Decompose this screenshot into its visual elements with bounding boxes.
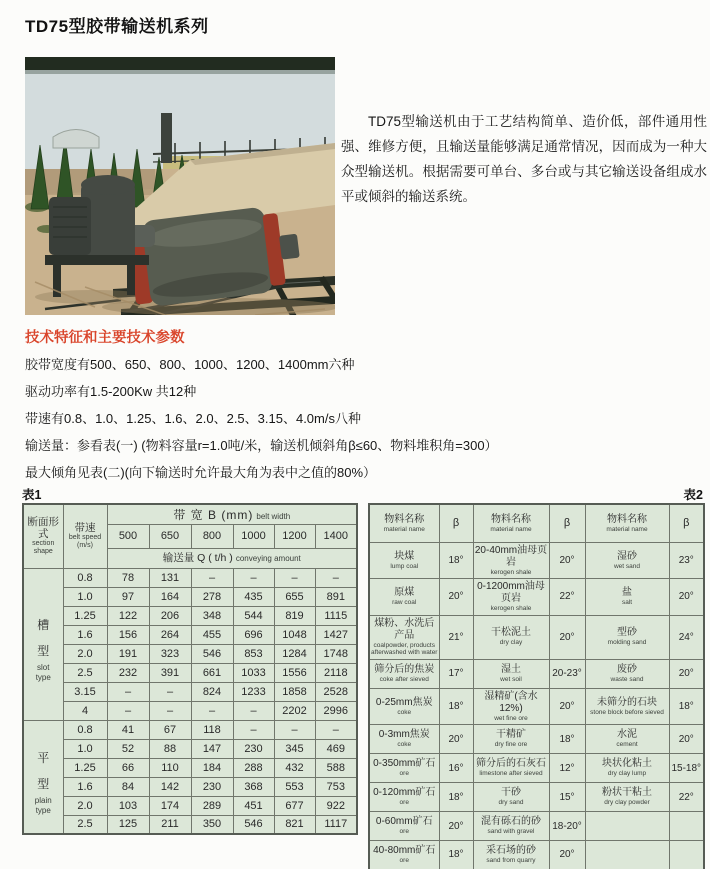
material-name-en: wet sand xyxy=(613,562,641,570)
beta-cell: 20° xyxy=(549,841,585,869)
capacity-cell: 891 xyxy=(315,587,357,606)
material-cell xyxy=(585,542,669,579)
capacity-cell: 206 xyxy=(149,606,191,625)
beta-cell: 15° xyxy=(549,783,585,812)
material-name-cn: 采石场的砂 xyxy=(486,845,536,856)
belt-speed-cell: 1.0 xyxy=(63,587,107,606)
material-name-en: kerogen shale xyxy=(490,568,532,576)
material-name-en: coalpowder, products afterwashed with water xyxy=(371,641,438,656)
capacity-cell: 174 xyxy=(149,796,191,815)
capacity-cell: 345 xyxy=(274,739,315,758)
table1-row xyxy=(23,777,357,796)
table1-row xyxy=(23,720,357,739)
capacity-cell: 1115 xyxy=(315,606,357,625)
conveying-amount-table xyxy=(22,503,358,835)
beta-cell: 20° xyxy=(439,579,473,616)
capacity-cell: 1033 xyxy=(233,663,274,682)
beta-header: β xyxy=(549,504,585,542)
belt-speed-cell: 4 xyxy=(63,701,107,720)
beta-cell: 20° xyxy=(439,725,473,754)
table2-row xyxy=(369,615,704,659)
material-name-cn: 0-25mm焦炭 xyxy=(375,696,433,708)
capacity-cell: 2202 xyxy=(274,701,315,720)
material-name-cn: 块状化粘土 xyxy=(602,758,652,770)
material-name-cn: 盐 xyxy=(622,587,632,598)
material-cell xyxy=(369,841,439,869)
capacity-cell: 52 xyxy=(107,739,149,758)
material-cell xyxy=(473,659,549,688)
belt-speed-header: 带速 belt speed (m/s) xyxy=(63,504,107,568)
capacity-cell: 230 xyxy=(233,739,274,758)
section-type-char: 型 xyxy=(37,776,50,791)
capacity-cell: 350 xyxy=(191,815,233,834)
beta-cell: 20° xyxy=(439,812,473,841)
spec-line: 胶带宽度有500、650、800、1000、1200、1400mm六种 xyxy=(25,357,355,372)
capacity-cell: 661 xyxy=(191,663,233,682)
capacity-cell: – xyxy=(149,701,191,720)
capacity-cell: 753 xyxy=(315,777,357,796)
beta-cell: 15-18° xyxy=(669,754,704,783)
beta-cell: 20° xyxy=(669,659,704,688)
capacity-cell: 97 xyxy=(107,587,149,606)
spec-line: 最大倾角见表(二)(向下输送时允许最大角为表中之值的80%） xyxy=(25,465,377,480)
material-name-header: 物料名称 material name xyxy=(473,504,549,542)
material-name-cn: 煤粉、水洗后产品 xyxy=(374,617,435,641)
belt-speed-cell: 2.0 xyxy=(63,644,107,663)
capacity-cell: 824 xyxy=(191,682,233,701)
material-name-en: molding sand xyxy=(607,639,647,647)
capacity-cell: 451 xyxy=(233,796,274,815)
material-cell xyxy=(585,812,669,841)
material-name-en: kerogen shale xyxy=(490,605,532,612)
width-650: 650 xyxy=(149,524,191,548)
capacity-cell: 142 xyxy=(149,777,191,796)
capacity-cell: 2996 xyxy=(315,701,357,720)
material-cell xyxy=(369,783,439,812)
table1-row xyxy=(23,796,357,815)
capacity-cell: 122 xyxy=(107,606,149,625)
capacity-cell: – xyxy=(315,568,357,587)
beta-cell: 18-20° xyxy=(549,812,585,841)
section-type-char: 型 xyxy=(37,644,50,658)
capacity-cell: 1556 xyxy=(274,663,315,682)
belt-speed-cell: 1.25 xyxy=(63,606,107,625)
material-name-en: dry fine ore xyxy=(494,741,528,749)
material-name-cn: 废砂 xyxy=(617,663,637,675)
material-name-header: 物料名称 material name xyxy=(585,504,669,542)
section-type-char: 平 xyxy=(37,750,50,765)
material-angle-table xyxy=(368,503,705,869)
capacity-cell: 131 xyxy=(149,568,191,587)
capacity-cell: – xyxy=(274,720,315,739)
material-name-cn: 湿土 xyxy=(501,663,521,675)
material-cell xyxy=(473,688,549,725)
material-name-en: sand with gravel xyxy=(487,828,535,836)
material-name-cn: 未筛分的石块 xyxy=(597,696,657,708)
conveying-amount-header: 输送量 Q ( t/h ) conveying amount xyxy=(107,548,357,568)
material-name-en: ore xyxy=(399,828,409,836)
beta-cell: 18° xyxy=(549,725,585,754)
spec-lines xyxy=(25,351,498,486)
capacity-cell: 821 xyxy=(274,815,315,834)
belt-speed-cell: 2.0 xyxy=(63,796,107,815)
material-name-cn: 型砂 xyxy=(617,627,637,639)
table2-row xyxy=(369,812,704,841)
material-name-cn: 原煤 xyxy=(394,587,415,598)
capacity-cell: 78 xyxy=(107,568,149,587)
capacity-cell: 84 xyxy=(107,777,149,796)
spec-line: 驱动功率有1.5-200Kw 共12种 xyxy=(25,384,197,399)
belt-speed-cell: 1.6 xyxy=(63,777,107,796)
capacity-cell: 1748 xyxy=(315,644,357,663)
capacity-cell: 1858 xyxy=(274,682,315,701)
capacity-cell: 368 xyxy=(233,777,274,796)
capacity-cell: 469 xyxy=(315,739,357,758)
beta-header: β xyxy=(439,504,473,542)
beta-cell: 18° xyxy=(439,688,473,725)
material-name-cn: 筛分后的焦炭 xyxy=(374,663,435,675)
capacity-cell: 1048 xyxy=(274,625,315,644)
material-name-cn: 水泥 xyxy=(617,729,637,741)
width-1000: 1000 xyxy=(233,524,274,548)
beta-cell: 18° xyxy=(669,688,704,725)
material-name-cn: 湿精矿(含水12%) xyxy=(484,690,538,714)
table1-row xyxy=(23,758,357,777)
capacity-cell: 103 xyxy=(107,796,149,815)
material-name-header: 物料名称 material name xyxy=(369,504,439,542)
material-name-cn: 混有砾石的砂 xyxy=(481,816,541,828)
capacity-cell: 125 xyxy=(107,815,149,834)
capacity-cell: 546 xyxy=(233,815,274,834)
table1-row xyxy=(23,587,357,606)
table2-row xyxy=(369,579,704,616)
beta-cell: 12° xyxy=(549,754,585,783)
width-1200: 1200 xyxy=(274,524,315,548)
capacity-cell: – xyxy=(149,682,191,701)
material-name-en: coke xyxy=(397,708,412,716)
table2-row xyxy=(369,688,704,725)
material-name-cn: 20-40mm油母页岩 xyxy=(474,544,548,568)
material-name-en: wet soil xyxy=(500,675,522,683)
material-cell xyxy=(473,579,549,616)
belt-speed-cell: 2.5 xyxy=(63,815,107,834)
belt-speed-cell: 1.6 xyxy=(63,625,107,644)
beta-cell xyxy=(669,812,704,841)
table2-row xyxy=(369,659,704,688)
material-name-en: ore xyxy=(399,857,409,864)
material-name-en: limestone after sieved xyxy=(479,770,543,778)
material-cell xyxy=(585,659,669,688)
belt-speed-cell: 1.0 xyxy=(63,739,107,758)
section-type-char: 槽 xyxy=(37,618,50,632)
material-cell xyxy=(473,812,549,841)
table1-row xyxy=(23,568,357,587)
beta-cell: 24° xyxy=(669,615,704,659)
spec-line: 输送量：参看表(一) (物料容量r=1.0吨/米，输送机倾斜角β≤60、物料堆积角=300） xyxy=(25,438,498,453)
beta-cell: 18° xyxy=(439,783,473,812)
material-name-cn: 干精矿 xyxy=(496,729,526,741)
capacity-cell: 323 xyxy=(149,644,191,663)
belt-speed-cell: 0.8 xyxy=(63,720,107,739)
capacity-cell: – xyxy=(233,568,274,587)
beta-header: β xyxy=(669,504,704,542)
material-name-cn: 湿砂 xyxy=(617,550,637,562)
material-cell xyxy=(369,812,439,841)
capacity-cell: 2118 xyxy=(315,663,357,682)
capacity-cell: 655 xyxy=(274,587,315,606)
beta-cell: 20° xyxy=(669,579,704,616)
material-name-en: cement xyxy=(616,741,638,749)
table1-row xyxy=(23,701,357,720)
conveyor-photo-illustration xyxy=(25,57,335,315)
material-cell xyxy=(585,783,669,812)
capacity-cell: 588 xyxy=(315,758,357,777)
material-cell xyxy=(369,615,439,659)
belt-speed-cell: 0.8 xyxy=(63,568,107,587)
material-name-cn: 干松泥土 xyxy=(491,627,531,639)
beta-cell: 23° xyxy=(669,542,704,579)
beta-cell: 22° xyxy=(549,579,585,616)
material-cell xyxy=(369,659,439,688)
specs-heading: 技术特征和主要技术参数 xyxy=(25,330,185,346)
capacity-cell: 435 xyxy=(233,587,274,606)
table1-row xyxy=(23,815,357,834)
capacity-cell: 391 xyxy=(149,663,191,682)
capacity-cell: 184 xyxy=(191,758,233,777)
capacity-cell: 67 xyxy=(149,720,191,739)
beta-cell: 16° xyxy=(439,754,473,783)
beta-cell: 17° xyxy=(439,659,473,688)
capacity-cell: 230 xyxy=(191,777,233,796)
capacity-cell: 696 xyxy=(233,625,274,644)
section-type-en: slot xyxy=(37,663,50,672)
beta-cell: 22° xyxy=(669,783,704,812)
capacity-cell: 553 xyxy=(274,777,315,796)
material-cell xyxy=(585,725,669,754)
capacity-cell: 1427 xyxy=(315,625,357,644)
section-type-en: type xyxy=(35,805,51,815)
spec-line: 带速有0.8、1.0、1.25、1.6、2.0、2.5、3.15、4.0m/s八种 xyxy=(25,411,361,426)
material-name-cn: 0-1200mm油母页岩 xyxy=(477,581,545,604)
capacity-cell: – xyxy=(233,720,274,739)
capacity-cell: 88 xyxy=(149,739,191,758)
width-500: 500 xyxy=(107,524,149,548)
material-name-cn: 0-120mm矿石 xyxy=(373,787,436,799)
material-name-en: coke xyxy=(397,741,412,749)
capacity-cell: 264 xyxy=(149,625,191,644)
beta-cell xyxy=(669,841,704,869)
material-name-en: ore xyxy=(399,770,409,778)
material-cell xyxy=(369,542,439,579)
material-cell xyxy=(473,725,549,754)
table2-row xyxy=(369,754,704,783)
capacity-cell: 2528 xyxy=(315,682,357,701)
capacity-cell: 922 xyxy=(315,796,357,815)
material-name-en: ore xyxy=(399,799,409,807)
beta-cell: 20° xyxy=(549,542,585,579)
capacity-cell: 455 xyxy=(191,625,233,644)
capacity-cell: – xyxy=(191,568,233,587)
material-cell xyxy=(473,542,549,579)
width-800: 800 xyxy=(191,524,233,548)
capacity-cell: 544 xyxy=(233,606,274,625)
material-cell xyxy=(585,688,669,725)
capacity-cell: – xyxy=(233,701,274,720)
capacity-cell: 546 xyxy=(191,644,233,663)
capacity-cell: – xyxy=(191,701,233,720)
capacity-cell: – xyxy=(107,682,149,701)
material-name-cn: 筛分后的石灰石 xyxy=(476,758,546,770)
material-cell xyxy=(585,579,669,616)
material-name-en: dry sand xyxy=(498,799,524,807)
section-type-en: plain xyxy=(34,795,52,805)
beta-cell: 20° xyxy=(549,688,585,725)
capacity-cell: 853 xyxy=(233,644,274,663)
table2-row xyxy=(369,725,704,754)
capacity-cell: 191 xyxy=(107,644,149,663)
capacity-cell: – xyxy=(107,701,149,720)
capacity-cell: 348 xyxy=(191,606,233,625)
material-cell xyxy=(473,841,549,869)
material-name-cn: 0-350mm矿石 xyxy=(373,758,436,770)
beta-cell: 18° xyxy=(439,841,473,869)
table2-row xyxy=(369,783,704,812)
capacity-cell: 118 xyxy=(191,720,233,739)
table2-row xyxy=(369,542,704,579)
beta-cell: 18° xyxy=(439,542,473,579)
material-name-en: sand from quarry xyxy=(486,857,536,864)
material-cell xyxy=(473,754,549,783)
material-name-en: raw coal xyxy=(392,599,417,606)
capacity-cell: 1233 xyxy=(233,682,274,701)
section-shape-header: 断面形式 section shape xyxy=(23,504,63,568)
capacity-cell: 147 xyxy=(191,739,233,758)
table1-row xyxy=(23,644,357,663)
capacity-cell: 278 xyxy=(191,587,233,606)
capacity-cell: 41 xyxy=(107,720,149,739)
beta-cell: 20° xyxy=(549,615,585,659)
material-name-en: dry clay powder xyxy=(604,799,650,807)
section-type-label xyxy=(23,568,63,720)
material-cell xyxy=(473,783,549,812)
belt-width-header: 带 宽 B (mm) belt width xyxy=(107,504,357,524)
section-type-label xyxy=(23,720,63,834)
material-name-en: dry clay lump xyxy=(607,770,647,778)
material-name-en: waste sand xyxy=(610,675,644,683)
table1-row xyxy=(23,682,357,701)
capacity-cell: 156 xyxy=(107,625,149,644)
table1-row xyxy=(23,625,357,644)
table2-label: 表2 xyxy=(683,488,703,502)
material-name-cn: 干砂 xyxy=(501,787,521,799)
belt-speed-cell: 2.5 xyxy=(63,663,107,682)
material-cell xyxy=(369,754,439,783)
material-name-en: coke after sieved xyxy=(379,675,429,683)
material-name-en: wet fine ore xyxy=(494,714,528,722)
material-cell xyxy=(369,688,439,725)
capacity-cell: 1284 xyxy=(274,644,315,663)
capacity-cell: 819 xyxy=(274,606,315,625)
belt-speed-cell: 3.15 xyxy=(63,682,107,701)
material-cell xyxy=(585,615,669,659)
capacity-cell: 110 xyxy=(149,758,191,777)
material-name-cn: 0-60mm矿石 xyxy=(375,816,433,828)
material-cell xyxy=(473,615,549,659)
section-type-en: type xyxy=(35,673,51,682)
capacity-cell: 432 xyxy=(274,758,315,777)
material-name-cn: 块煤 xyxy=(394,550,415,562)
capacity-cell: – xyxy=(274,568,315,587)
material-cell xyxy=(369,579,439,616)
capacity-cell: – xyxy=(315,720,357,739)
conveyor-photo xyxy=(25,57,335,315)
table1-label: 表1 xyxy=(22,488,42,502)
table1-row xyxy=(23,606,357,625)
material-name-cn: 粉状干粘土 xyxy=(602,787,652,799)
material-name-en: dry clay xyxy=(499,639,523,647)
belt-speed-cell: 1.25 xyxy=(63,758,107,777)
capacity-cell: 288 xyxy=(233,758,274,777)
beta-cell: 21° xyxy=(439,615,473,659)
table1-row xyxy=(23,663,357,682)
table1-row xyxy=(23,739,357,758)
capacity-cell: 1117 xyxy=(315,815,357,834)
capacity-cell: 289 xyxy=(191,796,233,815)
table2-row xyxy=(369,841,704,869)
material-cell xyxy=(369,725,439,754)
material-name-cn: 40-80mm矿石 xyxy=(373,845,436,856)
beta-cell: 20° xyxy=(669,725,704,754)
intro-paragraph: TD75型输送机由于工艺结构简单、造价低，部件通用性强、维修方便，且输送量能够满足通常情况，因而成为一种大众型输送机。根据需要可单台、多台或与其它输送设备组成水平或倾斜的输送系统。 xyxy=(341,114,707,204)
material-cell xyxy=(585,754,669,783)
material-name-en: salt xyxy=(621,599,633,606)
capacity-cell: 232 xyxy=(107,663,149,682)
capacity-cell: 164 xyxy=(149,587,191,606)
width-1400: 1400 xyxy=(315,524,357,548)
page-title: TD75型胶带输送机系列 xyxy=(25,17,209,36)
capacity-cell: 677 xyxy=(274,796,315,815)
material-name-en: stone block before sieved xyxy=(590,708,664,716)
beta-cell: 20-23° xyxy=(549,659,585,688)
material-name-en: lump coal xyxy=(390,562,419,570)
capacity-cell: 211 xyxy=(149,815,191,834)
material-name-cn: 0-3mm焦炭 xyxy=(378,729,430,741)
material-cell xyxy=(585,841,669,869)
capacity-cell: 66 xyxy=(107,758,149,777)
